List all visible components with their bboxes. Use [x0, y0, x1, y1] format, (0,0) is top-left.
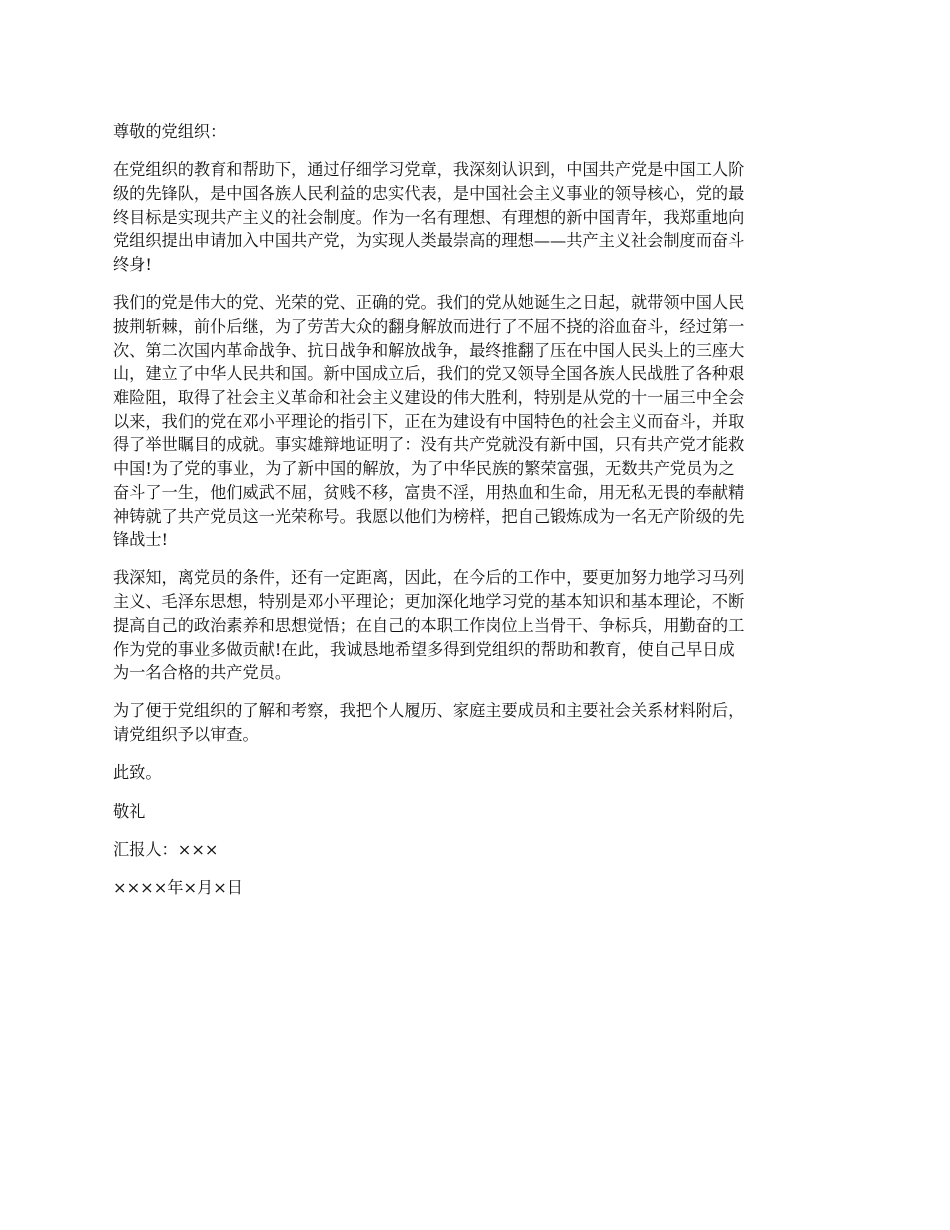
- paragraph-3: 我深知，离党员的条件，还有一定距离，因此，在今后的工作中，要更加努力地学习马列 主义、毛泽东思想，特别是邓小平理论；更加深化地学习党的基本知识和基本理论，不断 提高自己的政治素养和思想觉悟；在自己的本职工作岗位上当骨干、争标兵，用勤奋的工 作为党的事业多做贡献!在此，我诚恳地希望多得到党组织的帮助和教育，使自己早日成 为一名合格的共产党员。: [113, 568, 745, 683]
- paragraph-1: 在党组织的教育和帮助下，通过仔细学习党章，我深刻认识到，中国共产党是中国工人阶 级的先锋队，是中国各族人民利益的忠实代表，是中国社会主义事业的领导核心，党的最 终目标是实现共产主义的社会制度。作为一名有理想、有理想的新中国青年，我郑重地向 党组织提出申请加入中国共产党，为实现人类最崇高的理想——共产主义社会制度而奋斗 终身!: [113, 160, 745, 275]
- closing: 此致。: [113, 763, 162, 783]
- date: ××××年×月×日: [113, 877, 243, 897]
- regards: 敬礼: [113, 801, 146, 821]
- salutation: 尊敬的党组织：: [113, 122, 227, 141]
- letter-body: [113, 120, 840, 914]
- reporter-signature: 汇报人：×××: [113, 839, 219, 859]
- paragraph-2: 我们的党是伟大的党、光荣的党、正确的党。我们的党从她诞生之日起，就带领中国人民 披荆斩棘，前仆后继，为了劳苦大众的翻身解放而进行了不屈不挠的浴血奋斗，经过第一 次、第二次国内革命战争、抗日战争和解放战争，最终推翻了压在中国人民头上的三座大 山，建立了中华人民共和国。新中国成立后，我们的党又领导全国各族人民战胜了各种艰 难险阻，取得了社会主义革命和社会主义建设的伟大胜利，特别是从党的十一届三中全会 以来，我们的党在邓小平理论的指引下，正在为建设有中国特色的社会主义而奋斗，并取 得了举世瞩目的成就。事实雄辩地证明了：没有共产党就没有新中国，只有共产党才能救 中国!为了党的事业，为了新中国的解放，为了中华民族的繁荣富强，无数共产党员为之 奋斗了一生，他们威武不屈，贫贱不移，富贵不淫，用热血和生命，用无私无畏的奉献精 神铸就了共产党员这一光荣称号。我愿以他们为榜样，把自己锻炼成为一名无产阶级的先 锋战士!: [113, 293, 745, 550]
- paragraph-4: 为了便于党组织的了解和考察，我把个人履历、家庭主要成员和主要社会关系材料附后， 请党组织予以审查。: [113, 701, 745, 745]
